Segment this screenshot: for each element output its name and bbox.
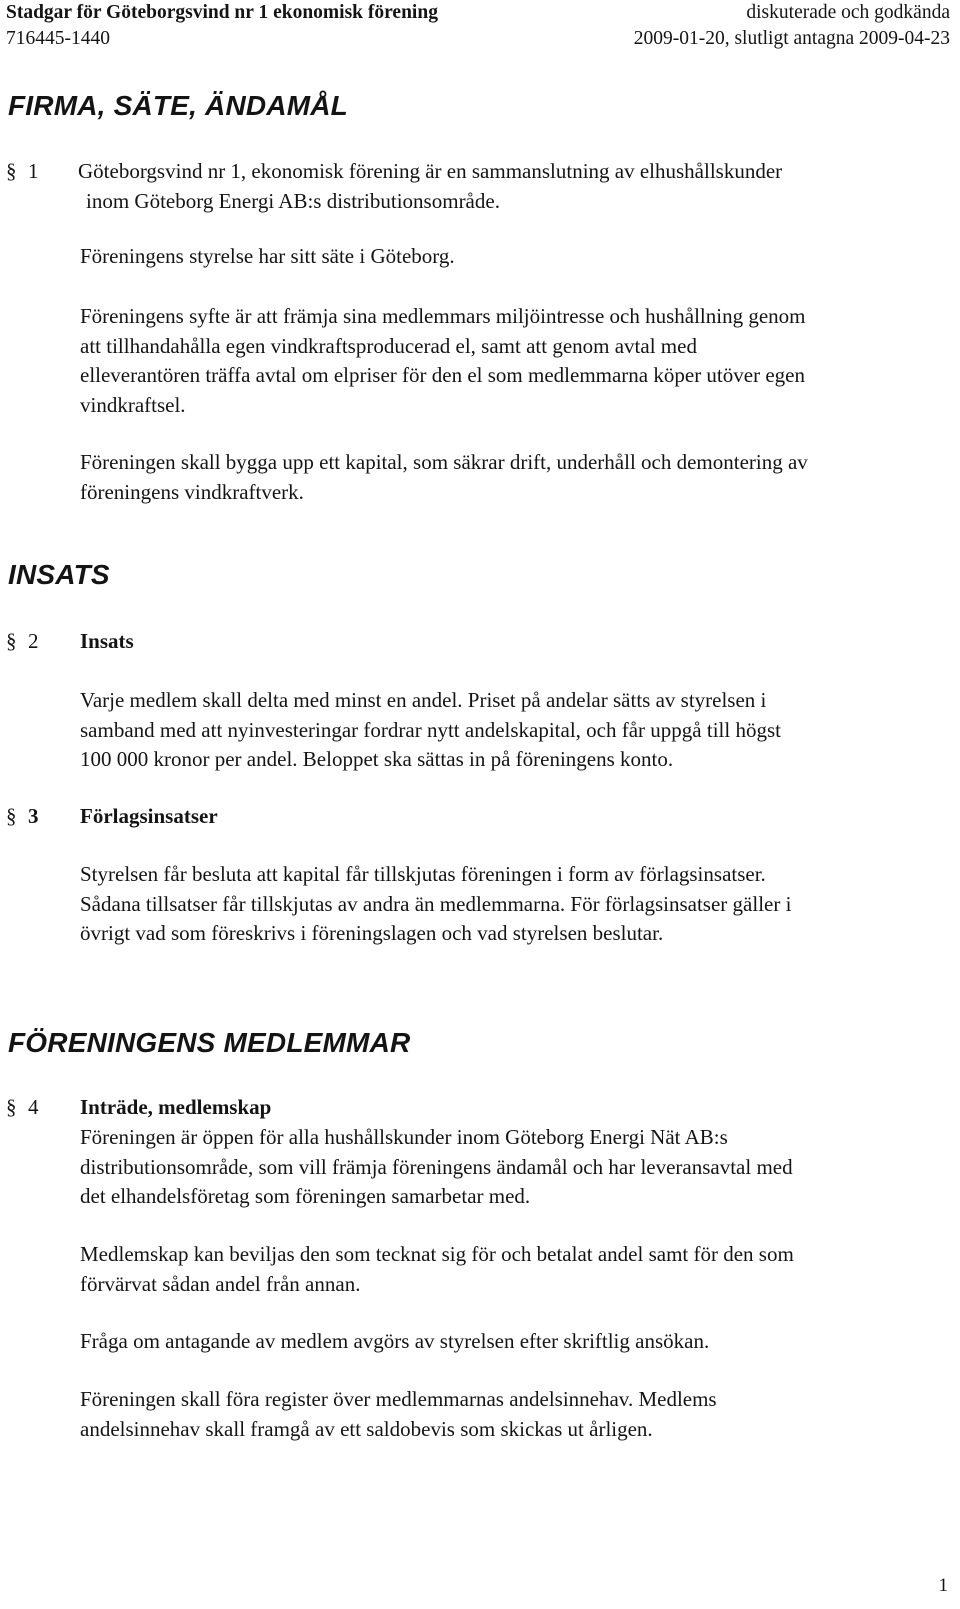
paragraph-1-line-1: Göteborgsvind nr 1, ekonomisk förening är en sammanslutning av elhushållskunder xyxy=(78,159,783,183)
paragraph-number: 1 xyxy=(28,159,39,183)
paragraph-4-text-4 xyxy=(80,1385,950,1444)
document-status: diskuterade och godkända xyxy=(746,2,950,23)
paragraph-1-kapital xyxy=(80,448,950,507)
text-line: Föreningens syfte är att främja sina medlemmars miljöintresse och hushållning genom xyxy=(80,304,806,328)
paragraph-3-title: Förlagsinsatser xyxy=(80,804,218,828)
paragraph-3-text xyxy=(80,860,950,949)
paragraph-1-heading xyxy=(6,157,782,185)
document-dates: 2009-01-20, slutligt antagna 2009-04-23 xyxy=(633,28,950,49)
text-line: Föreningens styrelse har sitt säte i Göteborg. xyxy=(80,244,455,268)
text-line: förvärvat sådan andel från annan. xyxy=(80,1271,361,1296)
text-line: 100 000 kronor per andel. Beloppet ska sättas in på föreningens konto. xyxy=(80,747,674,771)
paragraph-2-heading xyxy=(6,627,134,655)
paragraph-4-text-1 xyxy=(80,1123,950,1212)
text-line: Sådana tillsatser får tillskjutas av andra än medlemmarna. För förlagsinsatser gäller i xyxy=(80,891,792,916)
text-line: samband med att nyinvesteringar fordrar nytt andelskapital, och får uppgå till högst xyxy=(80,717,781,742)
paragraph-4-text-3 xyxy=(80,1327,950,1357)
paragraph-number: 4 xyxy=(28,1095,39,1119)
paragraph-1-sate xyxy=(80,242,950,272)
page-number: 1 xyxy=(938,1575,948,1596)
paragraph-2-text xyxy=(80,686,950,775)
text-line: andelsinnehav skall framgå av ett saldobevis som skickas ut årligen. xyxy=(80,1416,653,1441)
paragraph-symbol: § xyxy=(6,804,17,828)
text-line: Föreningen skall bygga upp ett kapital, som säkrar drift, underhåll och demontering av xyxy=(80,450,808,474)
paragraph-1-line-2-block xyxy=(86,187,956,217)
text-line: Styrelsen får besluta att kapital får tillskjutas föreningen i form av förlagsinsatser. xyxy=(80,862,766,886)
text-line: Medlemskap kan beviljas den som tecknat sig för och betalat andel samt för den som xyxy=(80,1242,794,1266)
text-line: Föreningen skall föra register över medlemmarnas andelsinnehav. Medlems xyxy=(80,1387,717,1411)
paragraph-2-title: Insats xyxy=(80,629,134,653)
paragraph-symbol: § xyxy=(6,1095,17,1119)
paragraph-1-syfte xyxy=(80,302,950,420)
text-line: elleverantören träffa avtal om elpriser för den el som medlemmarna köper utöver egen xyxy=(80,363,805,387)
text-line: Föreningen är öppen för alla hushållskunder inom Göteborg Energi Nät AB:s xyxy=(80,1125,728,1149)
text-line: Fråga om antagande av medlem avgörs av styrelsen efter skriftlig ansökan. xyxy=(80,1329,710,1353)
paragraph-4-title: Inträde, medlemskap xyxy=(80,1095,272,1119)
text-line: Varje medlem skall delta med minst en andel. Priset på andelar sätts av styrelsen i xyxy=(80,688,767,712)
text-line: vindkraftsel. xyxy=(80,392,186,417)
section-heading-insats: INSATS xyxy=(8,559,110,590)
paragraph-number: 3 xyxy=(28,804,39,828)
section-heading-firma: FIRMA, SÄTE, ÄNDAMÅL xyxy=(8,90,348,121)
paragraph-symbol: § xyxy=(6,159,17,183)
text-line: distributionsområde, som vill främja föreningens ändamål och har leveransavtal med xyxy=(80,1154,793,1179)
paragraph-symbol: § xyxy=(6,629,17,653)
paragraph-4-heading xyxy=(6,1093,271,1121)
text-line: inom Göteborg Energi AB:s distributionsområde. xyxy=(86,189,500,213)
document-title: Stadgar för Göteborgsvind nr 1 ekonomisk förening xyxy=(6,2,438,23)
paragraph-number: 2 xyxy=(28,629,39,653)
text-line: övrigt vad som föreskrivs i föreningslagen och vad styrelsen beslutar. xyxy=(80,921,664,945)
paragraph-3-heading xyxy=(6,802,218,830)
section-heading-medlemmar: FÖRENINGENS MEDLEMMAR xyxy=(8,1027,411,1058)
org-number: 716445-1440 xyxy=(6,28,110,49)
paragraph-4-text-2 xyxy=(80,1240,950,1299)
text-line: att tillhandahålla egen vindkraftsproducerad el, samt att genom avtal med xyxy=(80,333,697,358)
text-line: föreningens vindkraftverk. xyxy=(80,479,304,504)
text-line: det elhandelsföretag som föreningen samarbetar med. xyxy=(80,1184,531,1208)
